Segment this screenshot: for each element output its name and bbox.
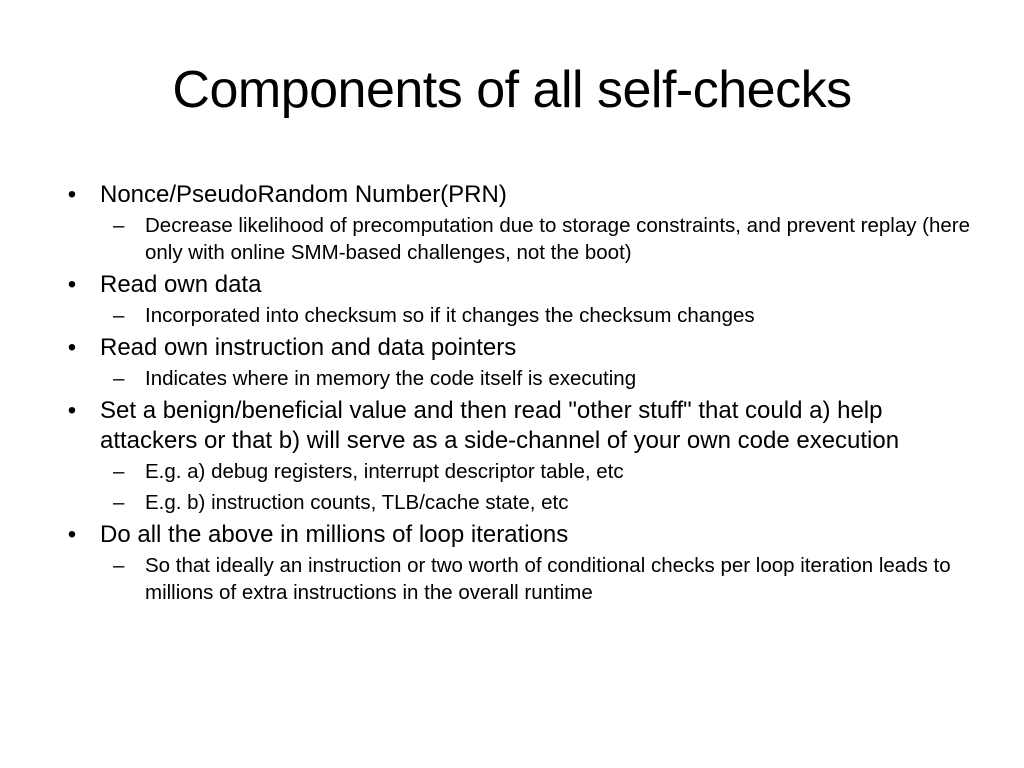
sub-bullet-item (100, 365, 972, 392)
sub-bullet-list (100, 552, 972, 606)
bullet-icon: • (67, 397, 77, 424)
sub-bullet-text: E.g. a) debug registers, interrupt descriptor table, etc (145, 460, 624, 483)
bullet-text: Set a benign/beneficial value and then read "other stuff" that could a) help attackers or that b) will serve as a side-channel of your own code execution (100, 397, 900, 454)
bullet-item (62, 520, 972, 606)
slide-content (62, 180, 972, 610)
sub-bullet-item (100, 212, 972, 266)
slide-title: Components of all self-checks (172, 61, 852, 119)
sub-bullet-item (100, 489, 972, 516)
bullet-text: Read own data (100, 271, 262, 298)
sub-bullet-list (100, 365, 972, 392)
bullet-item (62, 396, 972, 516)
bullet-text: Do all the above in millions of loop iterations (100, 521, 569, 548)
bullet-item (62, 180, 972, 266)
bullet-icon: • (67, 521, 77, 548)
bullet-item (62, 270, 972, 329)
dash-icon: – (113, 214, 125, 237)
sub-bullet-list (100, 302, 972, 329)
dash-icon: – (113, 367, 125, 390)
bullet-icon: • (67, 271, 77, 298)
sub-bullet-item (100, 552, 972, 606)
dash-icon: – (113, 491, 125, 514)
bullet-list (62, 180, 972, 606)
sub-bullet-list (100, 212, 972, 266)
dash-icon: – (113, 304, 125, 327)
sub-bullet-list (100, 458, 972, 516)
bullet-icon: • (67, 334, 77, 361)
sub-bullet-text: E.g. b) instruction counts, TLB/cache state, etc (145, 491, 569, 514)
bullet-icon: • (67, 181, 77, 208)
bullet-item (62, 333, 972, 392)
bullet-text: Read own instruction and data pointers (100, 334, 517, 361)
sub-bullet-item (100, 302, 972, 329)
dash-icon: – (113, 554, 125, 577)
dash-icon: – (113, 460, 125, 483)
sub-bullet-item (100, 458, 972, 485)
sub-bullet-text: Incorporated into checksum so if it changes the checksum changes (145, 304, 755, 327)
bullet-text: Nonce/PseudoRandom Number(PRN) (100, 181, 507, 208)
sub-bullet-text: So that ideally an instruction or two worth of conditional checks per loop iteration leads to millions of extra instructions in the overall runtime (145, 554, 951, 604)
sub-bullet-text: Decrease likelihood of precomputation due to storage constraints, and prevent replay (here only with online SMM-based challenges, not the boot) (145, 214, 971, 264)
sub-bullet-text: Indicates where in memory the code itself is executing (145, 367, 637, 390)
